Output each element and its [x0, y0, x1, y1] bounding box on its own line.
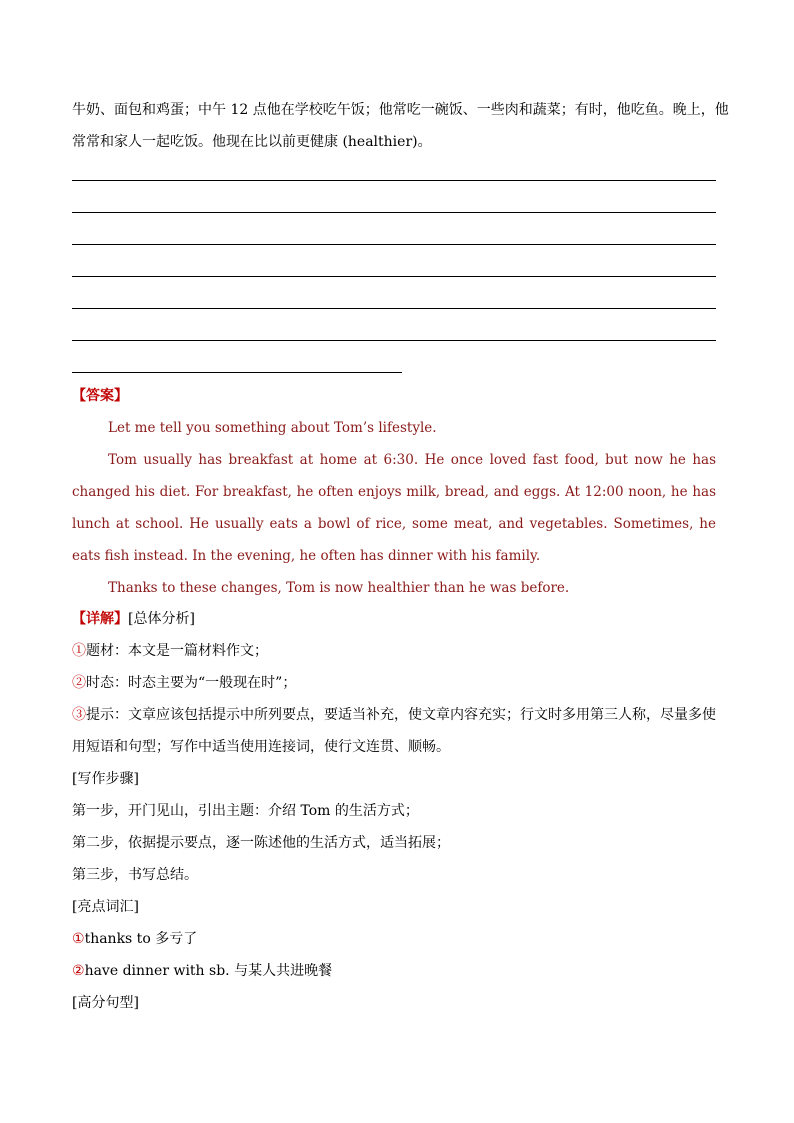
vocab-item-1 [72, 929, 197, 949]
vocab-item-2-text: have dinner with sb. 与某人共进晚餐 [84, 963, 333, 979]
answer-paragraph-3: Thanks to these changes, Tom is now healthier than he was before. [108, 580, 570, 596]
vocab-item-1-text: thanks to 多亏了 [84, 931, 198, 947]
writing-line [72, 276, 716, 277]
circled-number-1: ① [72, 931, 85, 947]
writing-line [72, 308, 716, 309]
answer-heading: 【答案】 [72, 388, 128, 404]
writing-line [72, 340, 716, 341]
analysis-item-3-continued: 用短语和句型；写作中适当使用连接词，使行文连贯、顺畅。 [72, 739, 450, 755]
circled-number-2: ② [72, 675, 86, 691]
analysis-item-3 [72, 705, 716, 725]
vocab-heading: [亮点词汇] [72, 899, 139, 915]
circled-number-3: ③ [72, 707, 86, 723]
sentence-pattern-heading: [高分句型] [72, 995, 139, 1011]
step-3: 第三步，书写总结。 [72, 867, 198, 883]
analysis-item-2-text: 时态：时态主要为“一般现在时”； [86, 675, 297, 691]
circled-number-1: ① [72, 643, 86, 659]
detail-heading-line [72, 609, 195, 629]
analysis-item-2 [72, 673, 296, 693]
writing-steps-heading: [写作步骤] [72, 771, 139, 787]
writing-line [72, 212, 716, 213]
analysis-item-1-text: 题材：本文是一篇材料作文； [86, 643, 268, 659]
detail-heading: 【详解】 [72, 611, 128, 627]
prompt-line-2: 常常和家人一起吃饭。他现在比以前更健康 (healthier)。 [72, 134, 432, 150]
writing-line-short [72, 372, 402, 373]
answer-paragraph-1: Let me tell you something about Tom’s lifestyle. [108, 420, 437, 436]
circled-number-2: ② [72, 963, 85, 979]
analysis-item-3-text: 提示：文章应该包括提示中所列要点，要适当补充，使文章内容充实；行文时多用第三人称，尽量多使 [86, 707, 716, 723]
vocab-item-2 [72, 961, 332, 981]
writing-line [72, 244, 716, 245]
writing-line [72, 180, 716, 181]
prompt-line-1: 牛奶、面包和鸡蛋；中午 12 点他在学校吃午饭；他常吃一碗饭、一些肉和蔬菜；有时，他吃鱼。晚上，他 [72, 102, 729, 118]
answer-paragraph-2: Tom usually has breakfast at home at 6:30. He once loved fast food, but now he has changed his diet. For breakfast, he often enjoys milk, bread, and eggs. At 12:00 noon, he has lunch at school. He usually eats a bowl of rice, some meat, and vegetables. Sometimes, he eats fish instead. In the evening, he often has dinner with his family. [72, 452, 716, 564]
step-1: 第一步，开门见山，引出主题：介绍 Tom 的生活方式； [72, 803, 419, 819]
analysis-item-1 [72, 641, 268, 661]
step-2: 第二步，依据提示要点，逐一陈述他的生活方式，适当拓展； [72, 835, 450, 851]
overall-analysis-label: [总体分析] [128, 611, 195, 627]
